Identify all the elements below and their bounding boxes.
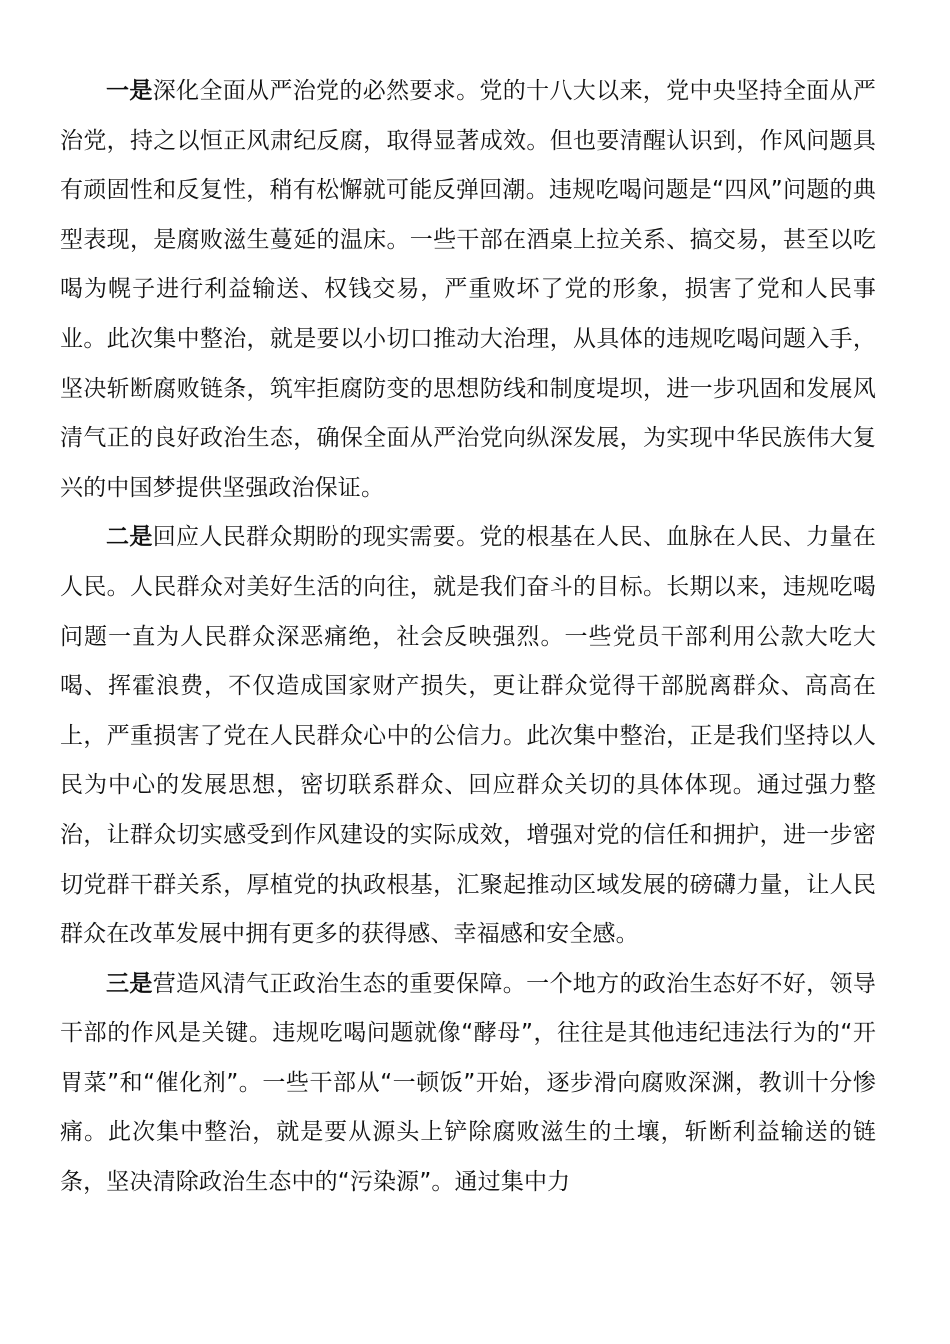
- paragraph-text: 回应人民群众期盼的现实需要。党的根基在人民、血脉在人民、力量在人民。人民群众对美好生活的向往，就是我们奋斗的目标。长期以来，违规吃喝问题一直为人民群众深恶痛绝，社会反映强烈。一些党员干部利用公款大吃大喝、挥霍浪费，不仅造成国家财产损失，更让群众觉得干部脱离群众、高高在上，严重损害了党在人民群众心中的公信力。此次集中整治，正是我们坚持以人民为中心的发展思想，密切联系群众、回应群众关切的具体体现。通过强力整治，让群众切实感受到作风建设的实际成效，增强对党的信任和拥护，进一步密切党群干群关系，厚植党的执政根基，汇聚起推动区域发展的磅礴力量，让人民群众在改革发展中拥有更多的获得感、幸福感和安全感。: [60, 524, 876, 948]
- paragraph-text: 营造风清气正政治生态的重要保障。一个地方的政治生态好不好，领导干部的作风是关键。违规吃喝问题就像“酵母”，往往是其他违纪违法行为的“开胃菜”和“催化剂”。一些干部从“一顿饭”开始，逐步滑向腐败深渊，教训十分惨痛。此次集中整治，就是要从源头上铲除腐败滋生的土壤，斩断利益输送的链条，坚决清除政治生态中的“污染源”。通过集中力: [60, 970, 876, 1196]
- paragraph-3: [60, 960, 876, 1208]
- paragraph-lead: 三是: [106, 970, 153, 997]
- paragraph-1: [60, 67, 876, 513]
- paragraph-2: [60, 513, 876, 959]
- paragraph-text: 深化全面从严治党的必然要求。党的十八大以来，党中央坚持全面从严治党，持之以恒正风肃纪反腐，取得显著成效。但也要清醒认识到，作风问题具有顽固性和反复性，稍有松懈就可能反弹回潮。违规吃喝问题是“四风”问题的典型表现，是腐败滋生蔓延的温床。一些干部在酒桌上拉关系、搞交易，甚至以吃喝为幌子进行利益输送、权钱交易，严重败坏了党的形象，损害了党和人民事业。此次集中整治，就是要以小切口推动大治理，从具体的违规吃喝问题入手，坚决斩断腐败链条，筑牢拒腐防变的思想防线和制度堤坝，进一步巩固和发展风清气正的良好政治生态，确保全面从严治党向纵深发展，为实现中华民族伟大复兴的中国梦提供坚强政治保证。: [60, 78, 876, 501]
- paragraph-lead: 一是: [106, 78, 153, 104]
- paragraph-lead: 二是: [106, 524, 153, 551]
